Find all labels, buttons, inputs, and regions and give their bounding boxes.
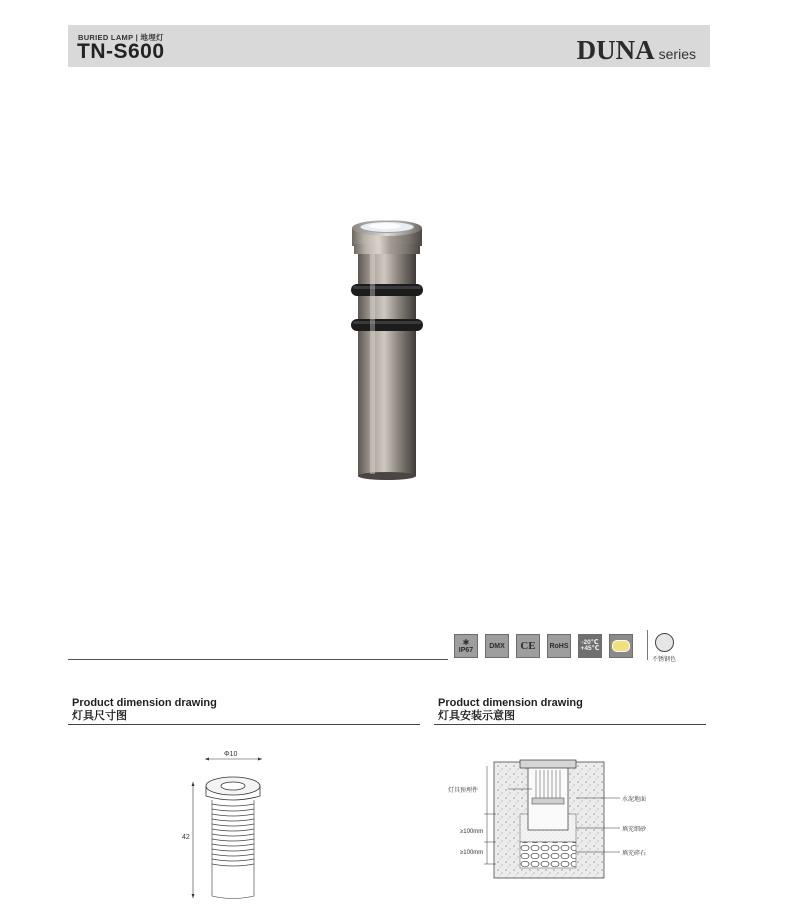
thread-line: [212, 814, 254, 816]
warm-light-icon: [609, 634, 633, 658]
depth-label-sand: ≥100mm: [460, 829, 484, 835]
thread-line: [212, 829, 254, 831]
series-name: DUNA: [576, 35, 655, 65]
thread-line: [212, 809, 254, 811]
badge-separator: [647, 630, 648, 660]
ce-icon: CE: [516, 634, 540, 658]
product-image: [340, 214, 440, 484]
installation-title-cn: 灯具安装示意图: [438, 710, 515, 722]
divider-line: [68, 659, 448, 660]
installation-section-title: [438, 697, 583, 723]
series-suffix: series: [658, 46, 696, 62]
diameter-label: Φ10: [224, 751, 238, 758]
rohs-icon: RoHS: [547, 634, 571, 658]
product-category: BURIED LAMP | 地埋灯: [78, 33, 164, 42]
installation-section-rule: [434, 724, 706, 725]
thread-line: [212, 824, 254, 826]
thread-line: [212, 839, 254, 841]
dmx-icon: DMX: [485, 634, 509, 658]
series-title: [577, 35, 696, 66]
dimension-title-cn: 灯具尺寸图: [72, 710, 127, 722]
dimension-section-title: [72, 697, 217, 723]
dimension-title-en: Product dimension drawing: [72, 697, 217, 709]
installation-title-en: Product dimension drawing: [438, 697, 583, 709]
model-number: TN-S600: [77, 40, 165, 63]
thread-line: [212, 859, 254, 861]
header-bar: [68, 25, 710, 67]
ip67-icon: ✱ IP67: [454, 634, 478, 658]
thread-line: [212, 819, 254, 821]
finish-swatch: [655, 633, 674, 652]
thread-line: [212, 854, 254, 856]
label-fine-sand: 填充细砂: [622, 827, 647, 833]
label-cement-ground: 水泥地面: [622, 797, 647, 803]
label-gravel: 填充碎石: [622, 851, 647, 857]
thread-line: [212, 864, 254, 866]
label-embedded-part: 灯具预埋件: [448, 788, 479, 794]
depth-label-gravel: ≥100mm: [460, 850, 484, 856]
dimension-section-rule: [68, 724, 420, 725]
thread-line: [212, 834, 254, 836]
thread-line: [212, 849, 254, 851]
dimension-drawing: [175, 746, 285, 906]
height-label: 42: [182, 834, 190, 841]
thread-line: [212, 804, 254, 806]
finish-label: 不锈钢色: [652, 657, 677, 663]
thread-line: [212, 844, 254, 846]
temperature-icon: -20℃ +45℃: [578, 634, 602, 658]
installation-drawing: [440, 756, 700, 881]
